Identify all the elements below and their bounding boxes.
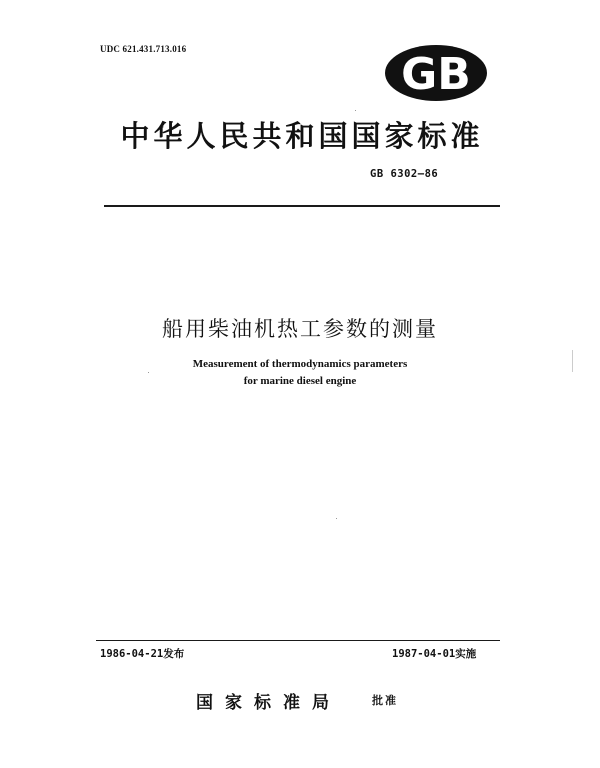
scan-speck (355, 110, 356, 111)
standard-code: GB 6302—86 (370, 168, 439, 180)
scan-speck (336, 518, 337, 519)
scan-speck (572, 350, 573, 372)
document-title-en-line2: for marine diesel engine (243, 375, 357, 387)
gb-logo (384, 44, 488, 102)
approval-label: 批准 (372, 694, 398, 707)
gb-logo-text: GB (401, 49, 471, 100)
implementation-date: 1987-04-01实施 (392, 648, 477, 660)
document-title-cn: 船用柴油机热工参数的测量 (162, 317, 438, 341)
udc-number: UDC 621.431.713.016 (100, 44, 187, 54)
footer-divider (96, 640, 500, 641)
issue-date: 1986-04-21发布 (100, 648, 185, 660)
header-divider (104, 205, 500, 207)
approving-bureau: 国家标准局 (196, 693, 341, 713)
publisher-title: 中华人民共和国国家标准 (120, 119, 484, 153)
document-title-en (100, 356, 500, 390)
scan-speck (148, 372, 149, 373)
document-title-en-line1: Measurement of thermodynamics parameters (192, 358, 408, 370)
